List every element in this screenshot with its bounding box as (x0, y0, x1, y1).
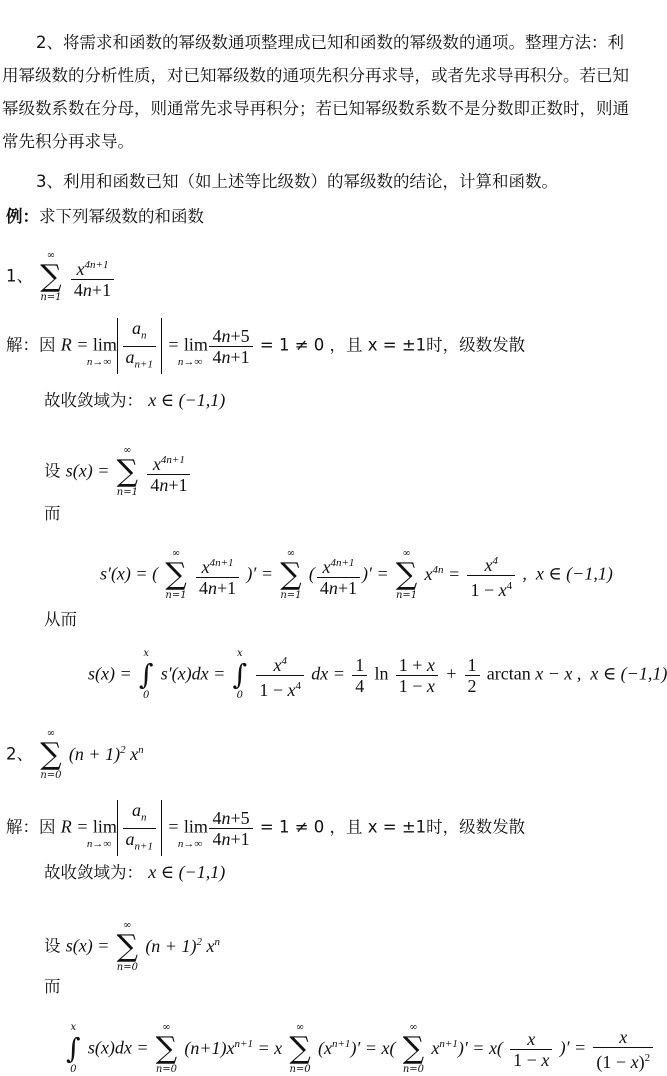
condition-text-2: = 1 ≠ 0 ，且 x = ±1时，级数发散 (259, 817, 526, 837)
problem-2-define-s: 设 s(x) = ∞ ∑ n=0 $(n + 1)^2$ $x^n$ (44, 920, 220, 973)
problem-2-integral: x ∫ 0 s(x)dx = ∞ ∑ n=0 $(n+1)x^{n+1} = x$ ∞ ∑ n=0 $(x^{n+1})' = x$( ∞ ∑ n=0 $x^{n+1})' = x$( $\frac{x}{1 - x}$ )′ = $\frac{x}{(1 - x)^2}$ (64, 1022, 655, 1076)
ratio-abs: $\frac{a_n}{a_{n+1}}$ (117, 318, 162, 374)
ratio-fraction: $\frac{4n+5}{4n+1}$ (209, 326, 252, 367)
example-label: 例： (6, 207, 39, 226)
problem-2-domain (44, 860, 225, 885)
problem-1-number: 1、 (6, 266, 33, 286)
interval-2: x ∈ (−1,1) (590, 663, 667, 684)
problem-1-domain (44, 388, 225, 413)
problem-2-solution-radius: 解：因 $R = \lim_{n\to\infty}$ $\frac{a_n}{a_{n+1}}$ = $\lim_{n\to\infty}$ $\frac{4n+5}{4n+1}$ = 1 ≠ 0 ，且 x = ±1时，级数发散 (6, 800, 525, 856)
solution-label-2: 解：因 (6, 817, 56, 837)
set-label-2: 设 (44, 936, 61, 956)
set-label: 设 (44, 461, 61, 481)
interval-1: x ∈ (−1,1) (535, 563, 613, 584)
problem-2-number: 2、 (6, 744, 33, 764)
problem-2-and-label: 而 (44, 977, 61, 996)
problem-2-statement: 2、 ∞ ∑ n=0 $(n + 1)^2$ $x^n$ (6, 728, 144, 781)
sum-symbol: ∞ ∑ n=1 (40, 250, 62, 303)
domain-value-2: x ∈ (−1,1) (148, 862, 226, 882)
domain-label: 故收敛域为： (44, 391, 143, 410)
example-heading (6, 205, 204, 229)
problem-1-derivative: s′(x) = ( ∞ ∑ n=1 $\frac{x^{4n+1}}{4n+1}$ )′ = ∞ ∑ n=1 ( $\frac{x^{4n+1}}{4n+1}$ )′ = ∞ ∑ n=1 $x^{4n}$ = $\frac{x^4}{1 - x^4}$ , x ∈ (−1,1) (100, 548, 613, 601)
domain-value: x ∈ (−1,1) (148, 390, 226, 410)
paragraph-method-2: 2、将需求和函数的幂级数通项整理成已知和函数的幂级数的通项。整理方法：利用幂级数的分析性质，对已知幂级数的通项先积分再求导，或者先求导再积分。若已知幂级数系数在分母，则通常先求导再积分；若已知幂级数系数不是分数即正数时，则通常先积分再求导。 (2, 33, 629, 151)
domain-label-2: 故收敛域为： (44, 863, 143, 882)
problem-1-statement (6, 250, 116, 304)
problem-1-solution-radius: 解：因 $R = \lim_{n\to\infty}$ $\frac{a_n}{a_{n+1}}$ = $\lim_{n\to\infty}$ $\frac{4n+5}{4n+1}$ = 1 ≠ 0 ，且 x = ±1时，级数发散 (6, 318, 525, 374)
condition-text: = 1 ≠ 0 ，且 x = ±1时，级数发散 (259, 335, 526, 355)
sum-symbol: ∞ ∑ n=1 (116, 445, 139, 498)
problem-1-define-s: 设 s(x) = ∞ ∑ n=1 $\frac{x^{4n+1}}{4n+1}$ (44, 445, 192, 499)
example-text: 求下列幂级数的和函数 (39, 207, 204, 226)
solution-label: 解：因 (6, 335, 56, 355)
problem-1-and-label: 而 (44, 504, 61, 523)
series-fraction: $\frac{x^{4n+1}}{4n+1}$ (71, 255, 114, 300)
paragraph-method-3: 3、利用和函数已知（如上述等比级数）的幂级数的结论，计算和函数。 (36, 172, 558, 191)
problem-1-from-label: 从而 (44, 610, 77, 629)
problem-1-result: s(x) = x ∫ 0 s′(x)dx = x ∫ 0 $\frac{x^4}{1 - x^4}$ dx = $\frac{1}{4}$ ln $\frac{1 + x}{1 - x}$ + $\frac{1}{2}$ arctan x − x , x ∈ (−1,1) (88, 648, 667, 701)
